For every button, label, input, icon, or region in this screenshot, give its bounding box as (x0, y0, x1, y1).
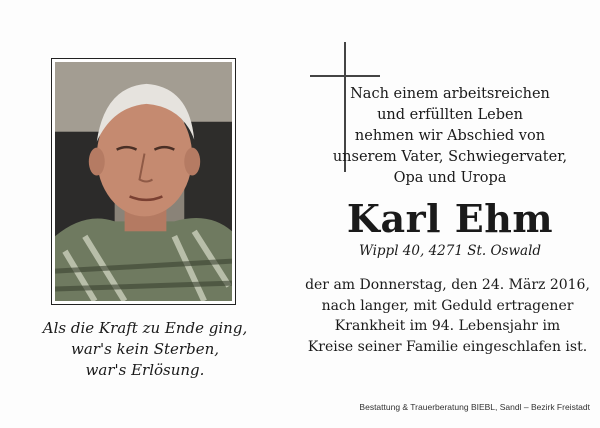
deceased-address: Wippl 40, 4271 St. Oswald (358, 243, 542, 259)
intro-line: Opa und Uropa (393, 170, 507, 186)
death-line: der am Donnerstag, den 24. März 2016, (305, 277, 590, 293)
death-line: Krankheit im 94. Lebensjahr im (334, 318, 561, 334)
intro-line: unserem Vater, Schwiegervater, (332, 149, 568, 165)
death-notice (300, 275, 595, 357)
intro-line: Nach einem arbeitsreichen (350, 86, 550, 102)
intro-line: und erfüllten Leben (377, 107, 523, 123)
memorial-quote (40, 318, 250, 381)
portrait-frame (51, 58, 236, 305)
quote-line: war's kein Sterben, (71, 340, 219, 358)
death-line: nach langer, mit Geduld ertragener (321, 297, 574, 314)
quote-line: war's Erlösung. (85, 361, 205, 379)
quote-line: Als die Kraft zu Ende ging, (42, 319, 248, 337)
funeral-home-credit: Bestattung & Trauerberatung BIEBL, Sandl – Bezirk Freistadt (359, 402, 590, 412)
portrait-photo (55, 62, 232, 301)
deceased-name: Karl Ehm (346, 196, 554, 241)
death-line: Kreise seiner Familie eingeschlafen ist. (307, 338, 588, 355)
intro-line: nehmen wir Abschied von (354, 128, 546, 144)
intro-text (330, 84, 570, 189)
